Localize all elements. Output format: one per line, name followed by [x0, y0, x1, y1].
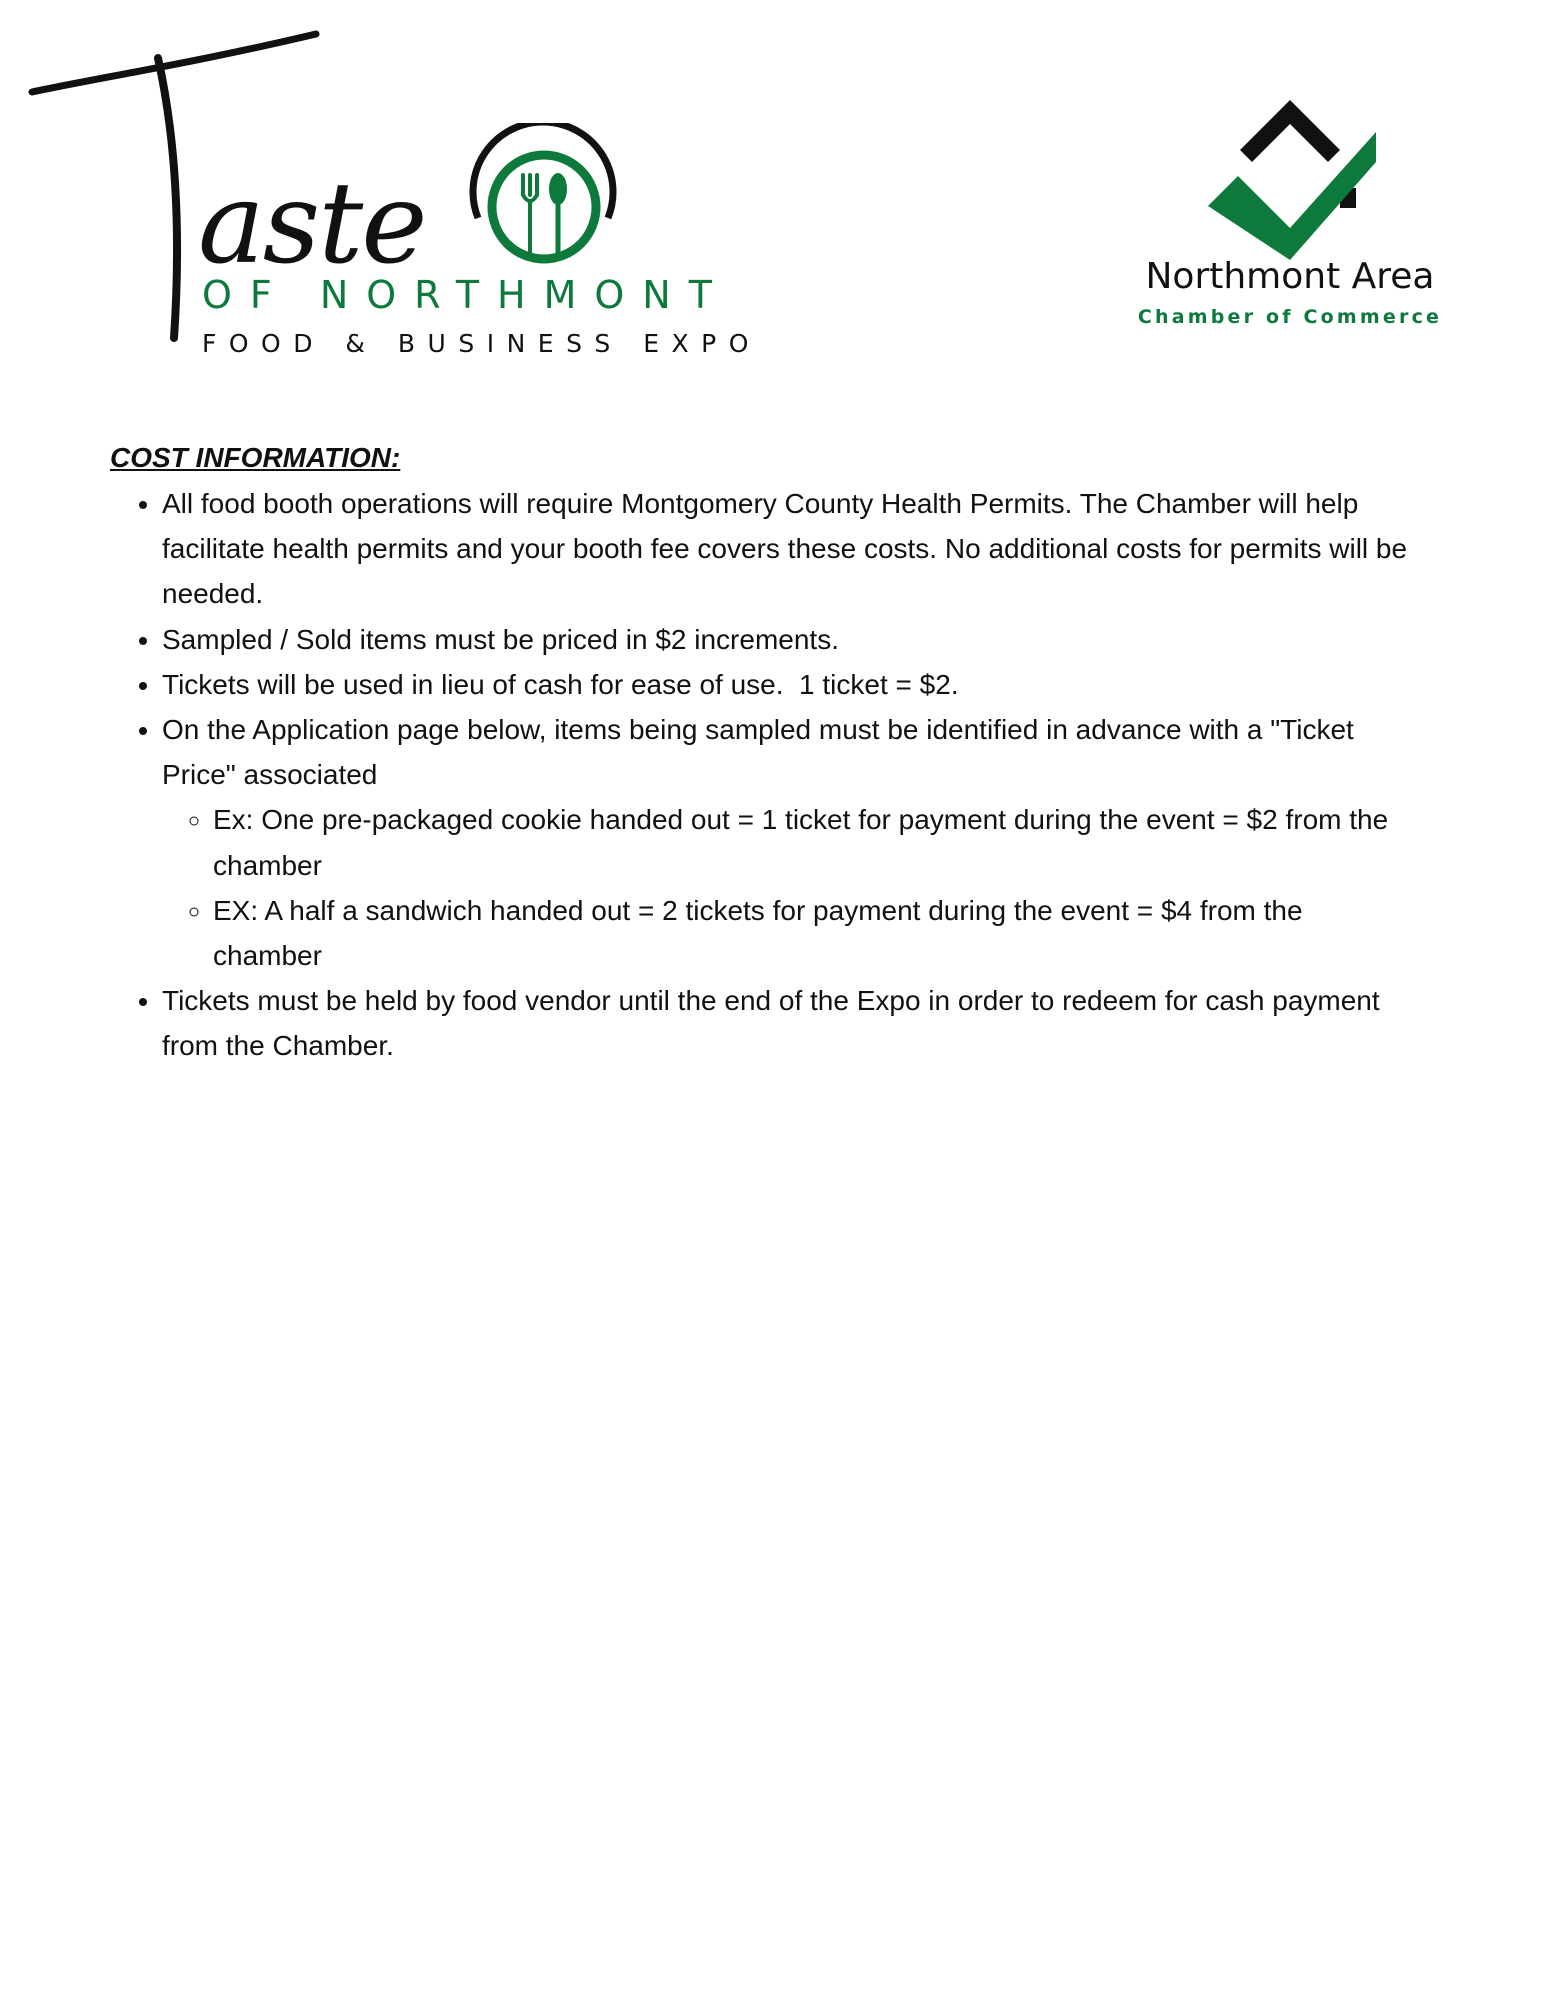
taste-of-northmont-logo [28, 28, 761, 368]
section-heading: COST INFORMATION: [110, 442, 401, 473]
list-item: • Sampled / Sold items must be priced in $2 increments. [162, 617, 1410, 662]
cost-information-section [110, 438, 1410, 1069]
bullet-list [110, 481, 1410, 1069]
list-item: • Tickets will be used in lieu of cash for ease of use. 1 ticket = $2. [162, 662, 1410, 707]
sub-list-item: ◦ Ex: One pre-packaged cookie handed out = 1 ticket for payment during the event = $2 from the chamber [213, 797, 1410, 887]
sub-bullet-list [162, 797, 1410, 978]
taste-subtitle: OF NORTHMONT [202, 273, 730, 317]
sub-list-item: ◦ EX: A half a sandwich handed out = 2 tickets for payment during the event = $4 from the chamber [213, 888, 1410, 978]
list-item-text: On the Application page below, items being sampled must be identified in advance with a "Ticket Price" associated [162, 714, 1354, 791]
list-item [162, 707, 1410, 978]
chamber-subtitle: Chamber of Commerce [1137, 306, 1443, 328]
roof-check-icon [1180, 96, 1400, 266]
taste-tagline: FOOD & BUSINESS EXPO [202, 329, 761, 358]
northmont-chamber-logo [1110, 96, 1490, 336]
chamber-name: Northmont Area [1145, 256, 1435, 297]
list-item: • All food booth operations will require Montgomery County Health Permits. The Chamber will help facilitate health permits and your booth fee covers these costs. No additional costs for permits will be needed. [162, 481, 1410, 617]
list-item: • Tickets must be held by food vendor until the end of the Expo in order to redeem for cash payment from the Chamber. [162, 978, 1410, 1068]
fork-spoon-plate-icon [468, 123, 618, 273]
taste-script-wordmark: aste [198, 159, 426, 289]
